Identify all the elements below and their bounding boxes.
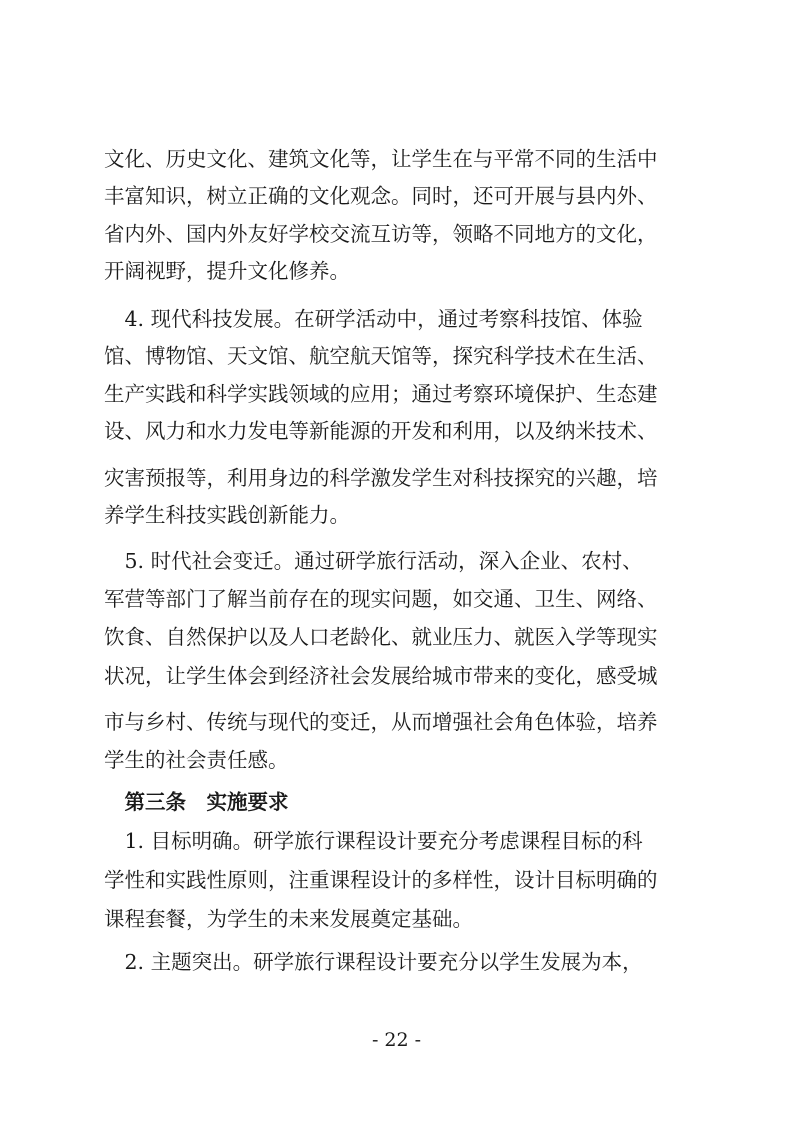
text-line: 军营等部门了解当前存在的现实问题，如交通、卫生、网络、	[104, 587, 658, 611]
text-line: 养学生科技实践创新能力。	[104, 503, 350, 527]
section-heading: 第三条 实施要求	[104, 790, 289, 814]
text-line: 2. 主题突出。研学旅行课程设计要充分以学生发展为本，	[104, 950, 643, 974]
text-line: 生产实践和科学实践领域的应用；通过考察环境保护、生态建	[104, 382, 658, 406]
text-line: 馆、博物馆、天文馆、航空航天馆等，探究科学技术在生活、	[104, 344, 658, 368]
text-line: 设、风力和水力发电等新能源的开发和利用，以及纳米技术、	[104, 419, 658, 443]
text-line: 学性和实践性原则，注重课程设计的多样性，设计目标明确的	[104, 868, 658, 892]
text-line: 文化、历史文化、建筑文化等，让学生在与平常不同的生活中	[104, 147, 658, 171]
text-line: 5. 时代社会变迁。通过研学旅行活动，深入企业、农村、	[104, 549, 643, 573]
text-line: 4. 现代科技发展。在研学活动中，通过考察科技馆、体验	[104, 307, 643, 331]
page-number: - 22 -	[371, 1029, 422, 1051]
text-line: 饮食、自然保护以及人口老龄化、就业压力、就医入学等现实	[104, 625, 658, 649]
text-line: 开阔视野，提升文化修养。	[104, 259, 350, 283]
text-line: 1. 目标明确。研学旅行课程设计要充分考虑课程目标的科	[104, 829, 643, 853]
text-line: 市与乡村、传统与现代的变迁，从而增强社会角色体验，培养	[104, 710, 658, 734]
text-line: 灾害预报等，利用身边的科学激发学生对科技探究的兴趣，培	[104, 466, 658, 490]
text-line: 课程套餐，为学生的未来发展奠定基础。	[104, 907, 473, 931]
text-line: 状况，让学生体会到经济社会发展给城市带来的变化，感受城	[104, 664, 658, 688]
text-line: 丰富知识，树立正确的文化观念。同时，还可开展与县内外、	[104, 184, 658, 208]
text-line: 省内外、国内外友好学校交流互访等，领略不同地方的文化，	[104, 222, 658, 246]
text-line: 学生的社会责任感。	[104, 748, 289, 772]
